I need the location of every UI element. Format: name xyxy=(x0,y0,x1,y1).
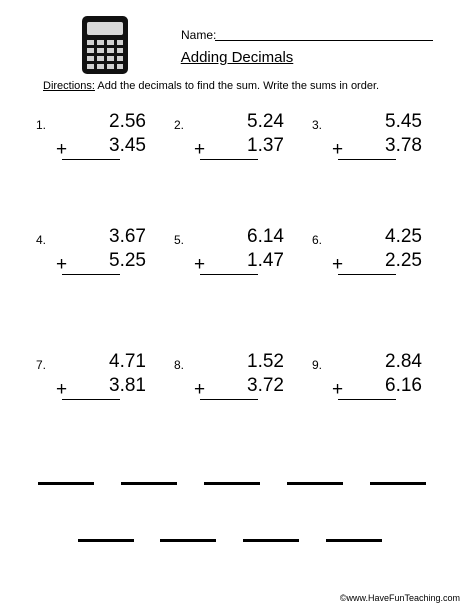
addend-top: 6.14 xyxy=(247,226,284,247)
copyright-footer: ©www.HaveFunTeaching.com xyxy=(339,593,460,603)
plus-sign: + xyxy=(332,379,344,400)
plus-sign: + xyxy=(194,254,206,275)
problem-number: 4. xyxy=(36,233,47,247)
plus-sign: + xyxy=(56,139,68,160)
plus-sign: + xyxy=(332,254,344,275)
addend-bottom: 3.78 xyxy=(385,135,422,156)
name-field-line[interactable] xyxy=(215,40,433,41)
addend-bottom: 6.16 xyxy=(385,375,422,396)
addend-bottom: 1.47 xyxy=(247,250,284,271)
addend-top: 4.25 xyxy=(385,226,422,247)
answer-blank[interactable] xyxy=(160,539,216,542)
answer-blank[interactable] xyxy=(243,539,299,542)
problem-number: 9. xyxy=(312,358,323,372)
sum-line xyxy=(338,159,396,160)
directions xyxy=(43,80,379,92)
answer-blank[interactable] xyxy=(326,539,382,542)
plus-sign: + xyxy=(194,139,206,160)
answer-blank[interactable] xyxy=(78,539,134,542)
problem-5 xyxy=(174,226,284,316)
sum-line xyxy=(200,159,258,160)
sum-line xyxy=(338,274,396,275)
problem-number: 1. xyxy=(36,118,47,132)
sum-line xyxy=(200,274,258,275)
problem-number: 2. xyxy=(174,118,185,132)
addend-top: 1.52 xyxy=(247,351,284,372)
problem-1 xyxy=(36,111,146,201)
directions-text: Add the decimals to find the sum. Write the sums in order. xyxy=(97,80,380,92)
problem-6 xyxy=(312,226,422,316)
answer-blank[interactable] xyxy=(38,482,94,485)
problem-number: 3. xyxy=(312,118,323,132)
sum-line xyxy=(62,159,120,160)
answer-blank[interactable] xyxy=(204,482,260,485)
name-label: Name: xyxy=(181,28,217,42)
sum-line xyxy=(338,399,396,400)
problem-number: 6. xyxy=(312,233,323,247)
answer-blank[interactable] xyxy=(287,482,343,485)
page-title: Adding Decimals xyxy=(180,49,294,66)
problem-number: 8. xyxy=(174,358,185,372)
addend-bottom: 3.72 xyxy=(247,375,284,396)
sum-line xyxy=(62,274,120,275)
problem-number: 5. xyxy=(174,233,185,247)
addend-bottom: 3.81 xyxy=(109,375,146,396)
problem-8 xyxy=(174,351,284,441)
addend-top: 2.56 xyxy=(109,111,146,132)
problem-7 xyxy=(36,351,146,441)
plus-sign: + xyxy=(56,254,68,275)
answer-blank[interactable] xyxy=(370,482,426,485)
addend-bottom: 1.37 xyxy=(247,135,284,156)
directions-label: Directions: xyxy=(43,80,95,92)
plus-sign: + xyxy=(56,379,68,400)
problem-3 xyxy=(312,111,422,201)
addend-bottom: 3.45 xyxy=(109,135,146,156)
problem-2 xyxy=(174,111,284,201)
problem-number: 7. xyxy=(36,358,47,372)
addend-top: 5.24 xyxy=(247,111,284,132)
addend-top: 3.67 xyxy=(109,226,146,247)
problem-4 xyxy=(36,226,146,316)
plus-sign: + xyxy=(332,139,344,160)
sum-line xyxy=(200,399,258,400)
addend-bottom: 2.25 xyxy=(385,250,422,271)
addend-bottom: 5.25 xyxy=(109,250,146,271)
problem-9 xyxy=(312,351,422,441)
plus-sign: + xyxy=(194,379,206,400)
addend-top: 5.45 xyxy=(385,111,422,132)
addend-top: 2.84 xyxy=(385,351,422,372)
sum-line xyxy=(62,399,120,400)
answer-blank[interactable] xyxy=(121,482,177,485)
addend-top: 4.71 xyxy=(109,351,146,372)
